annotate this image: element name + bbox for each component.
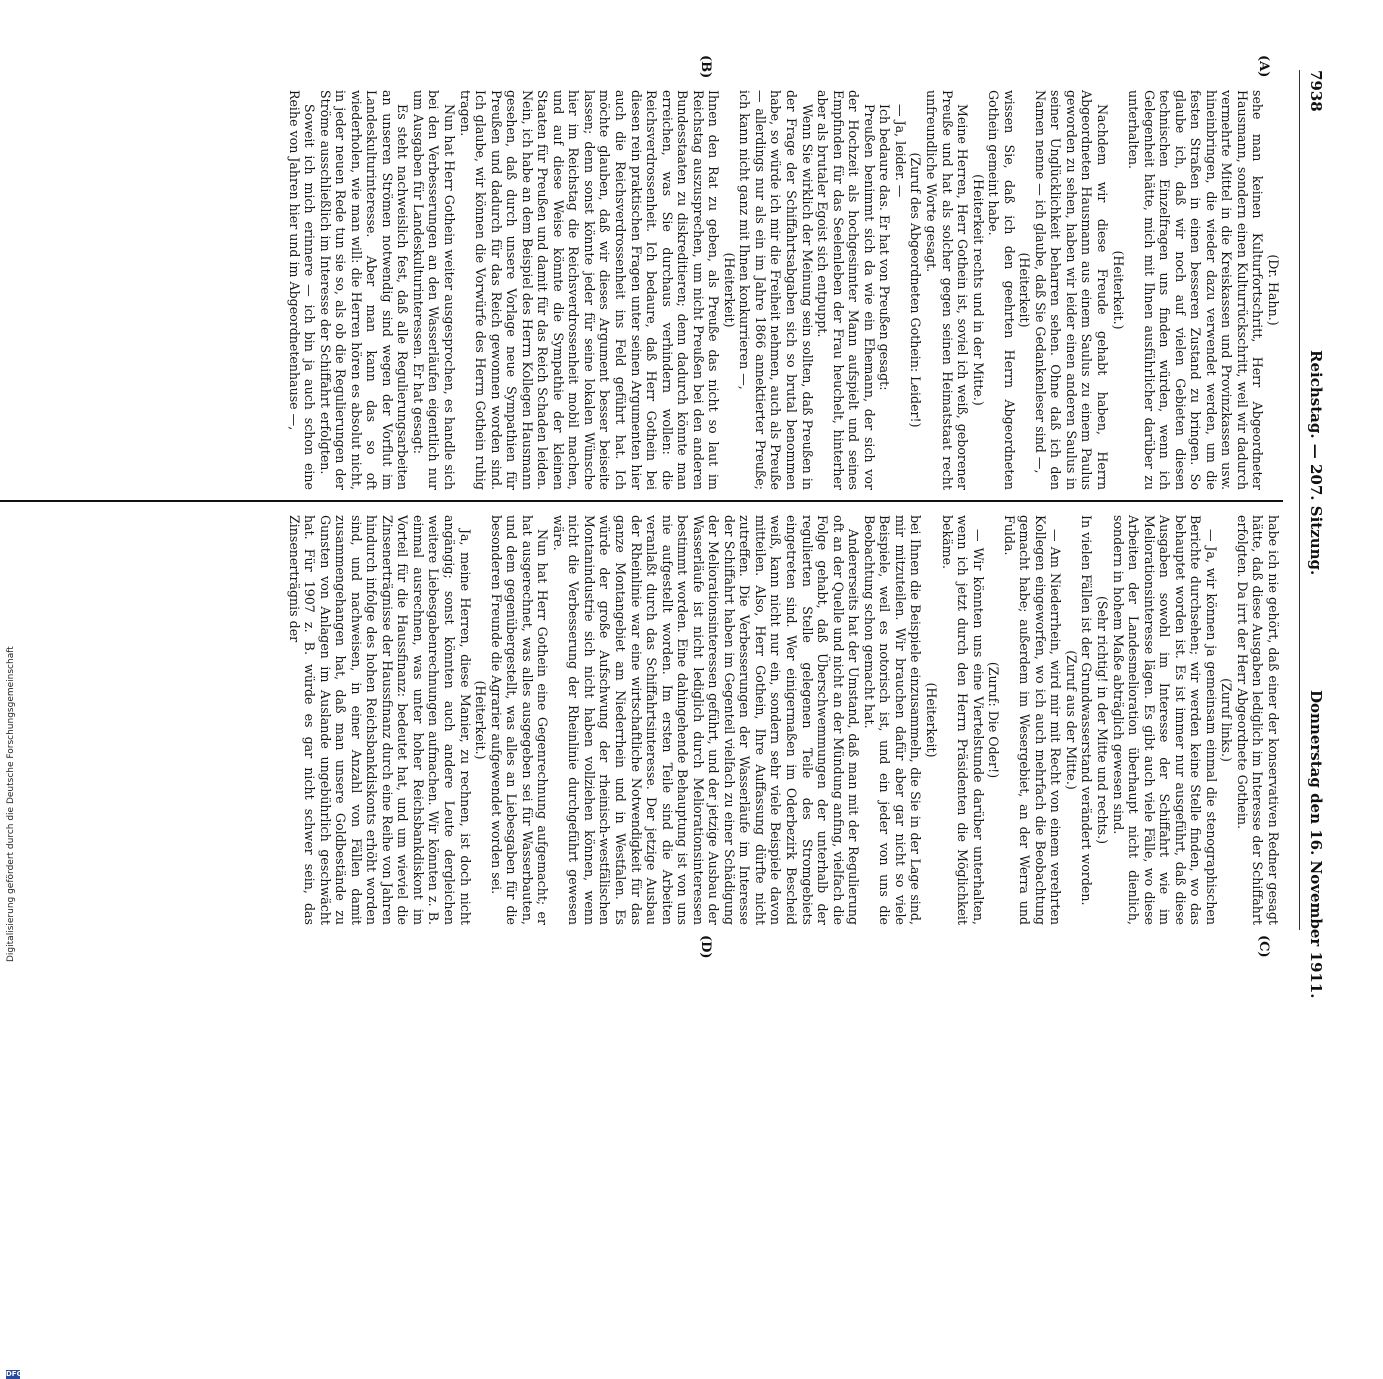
paragraph: Es steht nachweislich fest, daß alle Regulierungsarbeiten an unseren Strömen notwendig sind wegen der Vorflut im Landeskulturinteresse. Aber man kann das so oft wiederholen, wie man will: die Herren hören es absolut nicht, in jeder neuen Rede tun sie so, als ob die Regulierungen der Ströme ausschließlich im Interesse der Schiffahrt erfolgten. bbox=[317, 90, 411, 490]
paragraph: — Ja, leider. — bbox=[892, 104, 908, 198]
digitization-credit: Digitalisierung gefördert durch die Deutsche Forschungsgemeinschaft bbox=[6, 646, 16, 962]
interjection: (Heiterkeit rechts und in der Mitte.) bbox=[970, 174, 986, 406]
paragraph: bei Ihnen die Beispiele einzusammeln, die Sie in der Lage sind, mir mitzuteilen. Wir brauchen dafür aber gar nicht so viele Beispiele, weil es notorisch ist, und ein jeder von uns die Beobachtung schon gemacht hat. bbox=[861, 515, 924, 925]
paragraph: Wenn Sie wirklich der Meinung sein sollten, daß Preußen in der Frage der Schiffahrtsabgaben sich so brutal benommen habe, so würde ich mir die Freiheit nehmen, auch als Preuße — allerdings nur als ein im Jahre 1866 annektierter Preuße; ich kann nicht ganz mit Ihnen konkurrieren —, bbox=[737, 90, 815, 490]
interjection: (Zuruf aus der Mitte.) bbox=[1063, 650, 1079, 790]
left-column bbox=[286, 90, 1281, 490]
interjection: (Heiterkeit) bbox=[1017, 252, 1033, 328]
margin-marker-d: (D) bbox=[698, 935, 713, 959]
interjection: (Zuruf des Abgeordneten Gothein: Leider!) bbox=[908, 152, 924, 428]
paragraph: Ihnen den Rat zu geben, als Preuße das nicht so laut im Reichstag auszusprechen, um nicht Preußen bei den anderen Bundesstaaten zu diskreditieren; denn dadurch könnte man erreichen, was Sie durchaus verhindern wollen: die Reichsverdrossenheit. Ich bedaure, daß Herr Gothein bei diesen rein praktischen Fragen unter seinen Argumenten hier auch die Reichsverdrossenheit ins Feld geführt hat. Ich möchte glauben, daß wir dieses Argument besser beiseite lassen; denn sonst könnte jeder für seine lokalen Wünsche hier im Reichstag die Reichsverdrossenheit mobil machen, und auf diese Weise könnte die Sympathie der kleinen Staaten für Preußen und damit für das Reich Schaden leiden. Nein, ich habe an dem Beispiel des Herrn Kollegen Hausmann gesehen, daß durch unsere Vorlage neue Sympathien für Preußen und dadurch für das Reich gewonnen worden sind. Ich glaube, wir können die Vorwürfe des Herrn Gothein ruhig tragen. bbox=[457, 90, 722, 490]
paragraph: Ja, meine Herren, diese Manier, zu rechnen, ist doch nicht angängig; sonst könnten auch andere Leute dergleichen weitere Liebesgabenrechnungen aufmachen. Wir könnten z. B. einmal ausrechnen, was unter hoher Reichsbankdiskont im Vorteil für die Haussfinanz: bedeutet hat, und um wieviel die Zinsenerträgnisse der Haussfinanz durch eine Reihe von Jahren hindurch infolge des hohen Reichsbankdiskonts erhöht worden sind, und nachweisen, in einer Anzahl von Fällen damit zusammengehangen hat, daß man unsere Goldbestände zu Gunsten von Anlagen im Auslande ungebührlich geschwächt hat. Für 1907 z. B. würde es gar nicht schwer sein, das Zinsenerträgnis der bbox=[286, 515, 473, 925]
paragraph: Nun hat Herr Gothein weiter ausgesprochen, es handle sich bei den Verbesserungen an den Wasserläufen eigentlich nur um Ausgaben für Landeskulturinteressen. Er hat gesagt: bbox=[410, 90, 458, 490]
page-date: Donnerstag den 16. November 1911. bbox=[1307, 690, 1325, 999]
paragraph: Andererseits hat der Umstand, daß man mit der Regulierung oft an der Quelle und nicht an der Mündung anfing, vielfach die Folge gehabt, daß Überschwemmungen der unterhalb der regulierten Stelle gelegenen Teile des Stromgebiets eingetreten sind. Wer einigermaßen im Oderbezirk Bescheid weiß, kann nicht nur ein, sondern sehr viele Beispiele davon mitteilen. Also, Herr Gothein, Ihre Auffassung dürfte nicht zutreffen. Die Verbesserungen der Wasserläufe im Interesse der Schiffahrt haben im Gegenteil vielfach zu einer Schädigung der Meliorationsinteressen geführt, und der jetzige Ausbau der Wasserläufe ist nicht lediglich durch Meliorationsinteressen bestimmt worden. Eine dahingehende Behauptung ist von uns nie aufgestellt worden. Im ersten Teile sind die Arbeiten veranlaßt durch das Schiffahrtsinteresse. Der jetzige Ausbau der Rheinlinie war eine wirtschaftliche Notwendigkeit für das ganze Montangebiet am Niederrhein und in Westfalen. Es würde der große Aufschwung der rheinisch-westfälischen Montanindustrie sich nicht haben vollziehen können, wenn nicht die Verbesserung der Rheinlinie durchgeführt gewesen wäre. bbox=[550, 515, 862, 925]
dfg-logo: DFG bbox=[6, 1370, 23, 1378]
margin-marker-b: (B) bbox=[698, 55, 713, 79]
paragraph: habe ich nie gehört, daß einer der konservativen Redner gesagt hätte, daß diese Ausgaben lediglich im Interesse der Schiffahrt erfolgten. Da irrt der Herr Abgeordnete Gothein. bbox=[1234, 515, 1281, 925]
page-number: 7938 bbox=[1307, 70, 1325, 112]
interjection: (Heiterkeit.) bbox=[1110, 250, 1126, 330]
column-divider bbox=[0, 500, 1283, 502]
interjection: (Sehr richtig! in der Mitte und rechts.) bbox=[1094, 595, 1110, 845]
interjection: (Heiterkeit) bbox=[721, 252, 737, 328]
paragraph: wissen Sie, daß ich den geehrten Herrn Abgeordneten Gothein gemeint habe. bbox=[986, 90, 1017, 490]
paragraph: — Ja, wir können ja gemeinsam einmal die stenographischen Berichte durchsehen; wir werden keine Stelle finden, wo das behauptet worden ist. Es ist immer nur ausgeführt, daß diese Ausgaben sowohl im Interesse der Schiffahrt wie im Meliorationsinteresse lägen. Es gibt auch viele Fälle, wo diese Arbeiten der Landesmelioration überhaupt nicht dienlich, sondern in hohem Maße abträglich gewesen sind. bbox=[1110, 515, 1219, 925]
paragraph: Ich bedaure das. Er hat von Preußen gesagt: bbox=[877, 104, 893, 391]
interjection: (Zuruf links.) bbox=[1219, 678, 1235, 762]
page-title: Reichstag. — 207. Sitzung. bbox=[1307, 350, 1325, 576]
interjection: (Zuruf: Die Oder!) bbox=[986, 661, 1002, 779]
paragraph: Soweit ich mich erinnere — ich bin ja auch schon eine Reihe von Jahren hier und im Abgeordnetenhause —, bbox=[286, 90, 318, 490]
margin-marker-a: (A) bbox=[1256, 55, 1271, 78]
right-column bbox=[286, 515, 1281, 925]
paragraph: In vielen Fällen ist der Grundwasserstand verändert worden. bbox=[1079, 515, 1095, 906]
paragraph: Nachdem wir diese Freude gehabt haben, Herrn Abgeordneten Hausmann aus einem Saulus zu einem Paulus geworden zu sehen, haben wir leider einen anderen Saulus in seiner Unglücklichkeit beharren sehen. Ohne daß ich den Namen nenne — ich glaube, daß Sie Gedankenleser sind —, bbox=[1032, 90, 1110, 490]
paragraph: Nun hat Herr Gothein eine Gegenrechnung aufgemacht; er hat ausgerechnet, was alles ausgegeben sei für Wasserbauten, und dem gegenübergestellt, was alles an Liebesgaben für die besonderen Freunde die Agrarier aufgewendet worden sei. bbox=[488, 515, 551, 925]
interjection: (Dr. Hahn.) bbox=[1266, 254, 1281, 326]
paragraph: Preußen benimmt sich da wie ein Ehemann, der sich vor der Hochzeit als hochgesinnter Mann aufspielt und seines Empfinden für das Seelenleben der Frau heuchelt, hinterher aber als brutaler Egoist sich entpuppt. bbox=[815, 90, 877, 490]
margin-marker-c: (C) bbox=[1256, 935, 1271, 958]
paragraph: sehe man keinen Kulturfortschritt, Herr Abgeordneter Hausmann, sondern einen Kulturrückschritt, weil wir dadurch vermehrte Mittel in die Kreiskassen und Provinzkassen usw. hineinbringen, die wieder dazu verwendet werden, um die festen Straßen in einen besseren Zustand zu bringen. So glaube ich, daß wir noch auf vielen Gebieten diesen technischen Einzelfragen uns finden würden, wenn ich Gelegenheit hätte, mich mit Ihnen ausführlicher darüber zu unterhalten. bbox=[1126, 90, 1266, 490]
paragraph: Meine Herren, Herr Gothein ist, soviel ich weiß, geborener Preuße und hat als solcher gegen seinen Heimatstaat recht unfreundliche Worte gesagt. bbox=[923, 90, 971, 490]
interjection: (Heiterkeit) bbox=[923, 682, 939, 758]
header-rule bbox=[1299, 70, 1300, 930]
paragraph: — Am Niederrhein, wird mir mit Recht von einem verehrten Kollegen eingeworfen, wo ich auch mehrfach die Beobachtung gemacht habe; außerdem im Wesergebiet, an der Werra und Fulda. bbox=[1001, 515, 1064, 925]
paragraph: — Wir könnten uns eine Viertelstunde darüber unterhalten, wenn ich jetzt durch den Herrn Präsidenten die Möglichkeit bekäme. bbox=[939, 515, 986, 925]
interjection: (Heiterkeit.) bbox=[473, 680, 489, 760]
